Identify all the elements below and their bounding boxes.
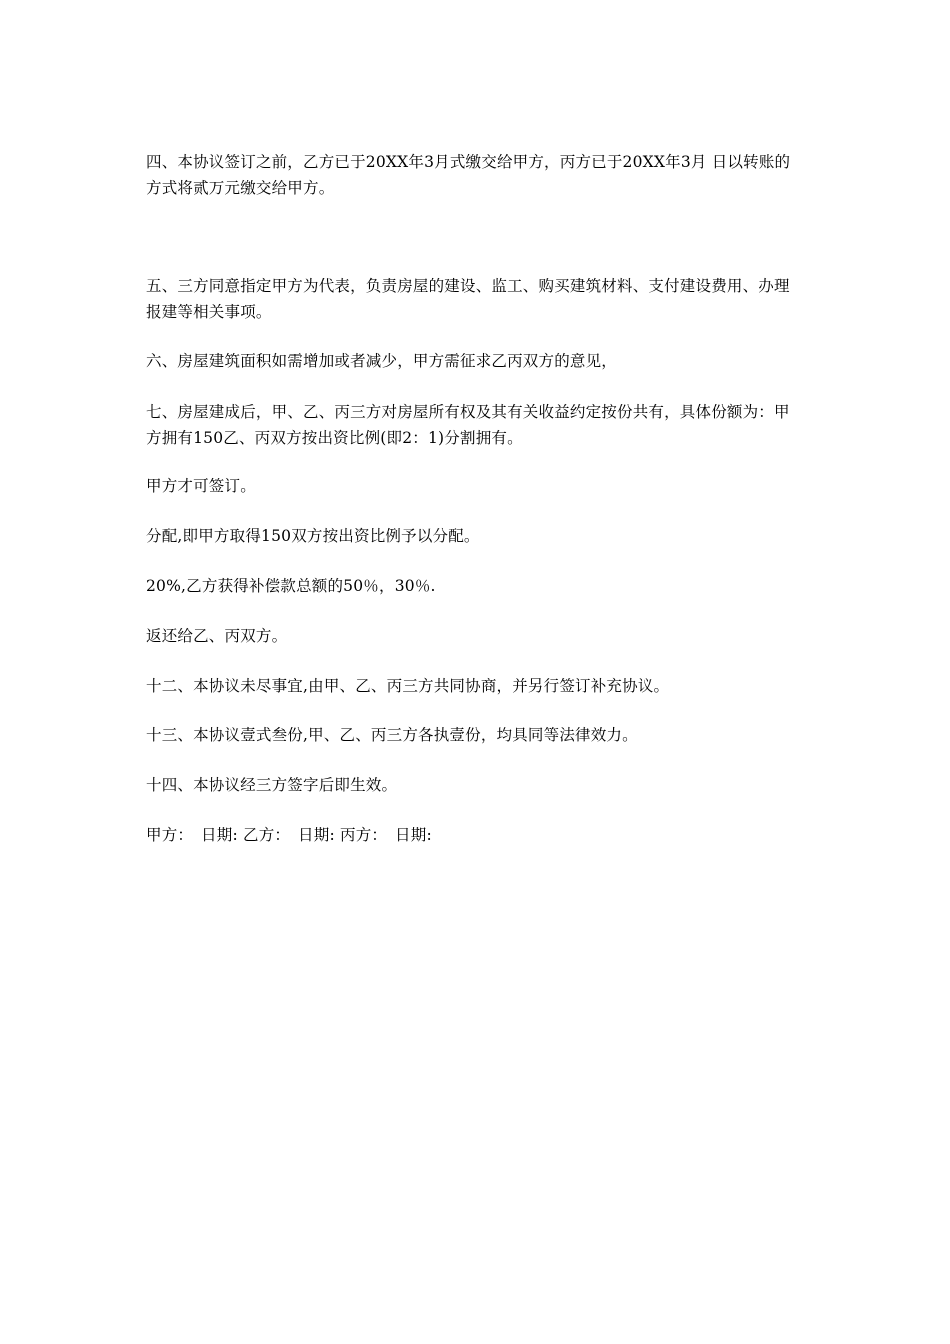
fragment-signing: 甲方才可签订。 [146,477,256,495]
clause-seven: 七、房屋建成后，甲、乙、丙三方对房屋所有权及其有关收益约定按份共有，具体份额为：甲方拥有150乙、丙双方按出资比例(即2：1)分割拥有。 [146,403,790,447]
fragment-compensation: 20%,乙方获得补偿款总额的50％，30％. [146,577,436,595]
clause-five: 五、三方同意指定甲方为代表，负责房屋的建设、监工、购买建筑材料、支付建设费用、办理报建等相关事项。 [146,277,790,321]
clause-twelve: 十二、本协议未尽事宜,由甲、乙、丙三方共同协商，并另行签订补充协议。 [146,677,670,695]
signature-line: 甲方： 日期: 乙方： 日期: 丙方： 日期: [146,826,432,844]
clause-thirteen: 十三、本协议壹式叁份,甲、乙、丙三方各执壹份，均具同等法律效力。 [146,726,638,744]
clause-fourteen: 十四、本协议经三方签字后即生效。 [146,776,398,794]
clause-four: 四、本协议签订之前，乙方已于20XX年3月式缴交给甲方，丙方已于20XX年3月 日以转账的方式将贰万元缴交给甲方。 [146,153,791,197]
clause-six: 六、房屋建筑面积如需增加或者减少，甲方需征求乙丙双方的意见， [146,352,618,370]
fragment-return: 返还给乙、丙双方。 [146,627,288,645]
fragment-distribution: 分配,即甲方取得150双方按出资比例予以分配。 [146,527,480,545]
